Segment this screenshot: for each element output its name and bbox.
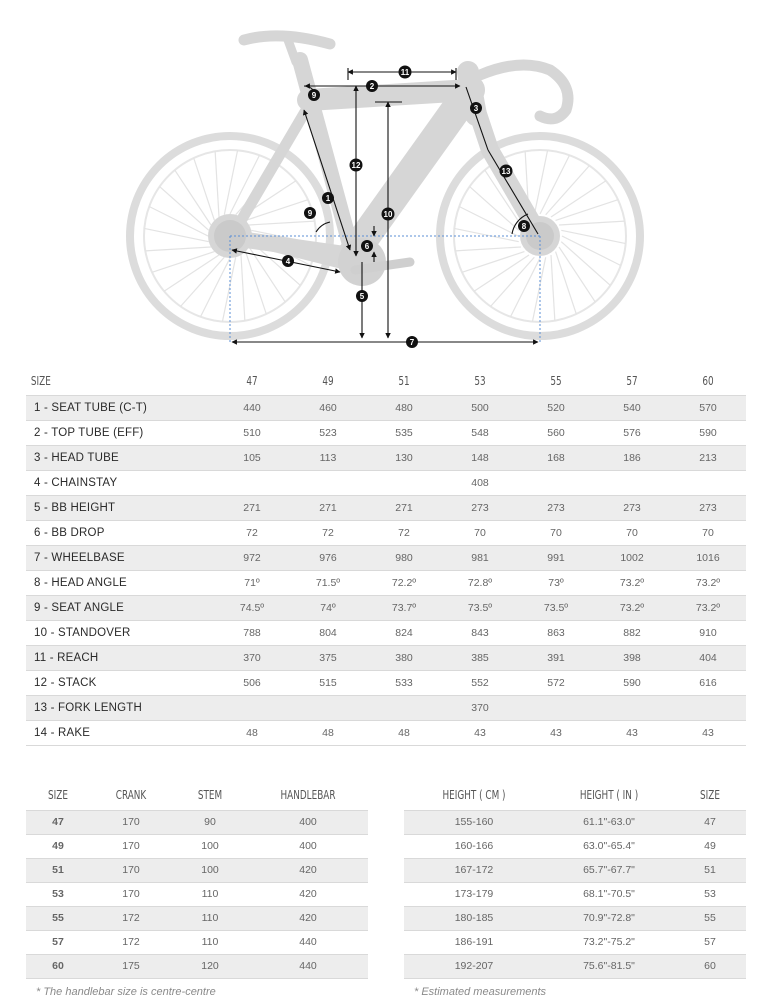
geometry-row xyxy=(26,570,746,595)
components-row xyxy=(26,882,368,906)
svg-text:3: 3 xyxy=(473,104,479,113)
svg-text:2: 2 xyxy=(369,82,375,91)
geometry-row-label: 4 - CHAINSTAY xyxy=(26,470,214,495)
geometry-cell: 824 xyxy=(366,620,442,645)
rider-height-row-cell: 60 xyxy=(674,954,746,978)
components-header-row xyxy=(26,780,368,810)
geometry-cell: 71º xyxy=(214,570,290,595)
rider-height-row-cell: 192-207 xyxy=(404,954,544,978)
geometry-cell: 391 xyxy=(518,645,594,670)
rider-height-row xyxy=(404,930,746,954)
geometry-cell: 148 xyxy=(442,445,518,470)
geometry-cell: 271 xyxy=(366,495,442,520)
geometry-cell: 73.5º xyxy=(518,595,594,620)
geometry-row-label: 6 - BB DROP xyxy=(26,520,214,545)
geometry-cell: 48 xyxy=(366,720,442,745)
geometry-cell: 73.2º xyxy=(594,595,670,620)
geometry-cell: 74.5º xyxy=(214,595,290,620)
geometry-cell: 43 xyxy=(518,720,594,745)
estimated-note: * Estimated measurements xyxy=(414,986,547,998)
components-row-cell: 60 xyxy=(26,954,90,978)
geometry-cell: 273 xyxy=(442,495,518,520)
svg-text:9: 9 xyxy=(311,91,317,100)
rider-height-row-cell: 180-185 xyxy=(404,906,544,930)
geometry-cell: 70 xyxy=(594,520,670,545)
svg-text:5: 5 xyxy=(359,292,365,301)
svg-text:13: 13 xyxy=(501,167,511,176)
rider-height-row-cell: 61.1"-63.0" xyxy=(544,810,674,834)
geometry-cell: 271 xyxy=(214,495,290,520)
marker-1 xyxy=(322,192,334,204)
geometry-cell: 991 xyxy=(518,545,594,570)
geometry-cell: 843 xyxy=(442,620,518,645)
geometry-cell: 1002 xyxy=(594,545,670,570)
geometry-cell: 552 xyxy=(442,670,518,695)
size-column-header: 57 xyxy=(626,374,638,389)
rider-height-row xyxy=(404,954,746,978)
marker-11 xyxy=(399,66,412,79)
rider-height-row xyxy=(404,882,746,906)
marker-3 xyxy=(470,102,482,114)
geometry-row-label: 5 - BB HEIGHT xyxy=(26,495,214,520)
components-row-cell: 100 xyxy=(172,858,248,882)
geometry-cell: 980 xyxy=(366,545,442,570)
geometry-row-label: 14 - RAKE xyxy=(26,720,214,745)
geometry-cell: 73.2º xyxy=(670,595,746,620)
components-row-cell: 170 xyxy=(90,882,172,906)
geometry-row-label: 3 - HEAD TUBE xyxy=(26,445,214,470)
components-stem-header: STEM xyxy=(197,787,223,802)
svg-text:11: 11 xyxy=(400,68,410,77)
geometry-cell: 72 xyxy=(366,520,442,545)
components-row-cell: 90 xyxy=(172,810,248,834)
svg-text:6: 6 xyxy=(364,242,370,251)
rider-height-row xyxy=(404,810,746,834)
geometry-cell: 540 xyxy=(594,395,670,420)
components-crank-header: CRANK xyxy=(115,787,147,802)
geometry-cell: 375 xyxy=(290,645,366,670)
geometry-row-label: 7 - WHEELBASE xyxy=(26,545,214,570)
geometry-cell: 535 xyxy=(366,420,442,445)
components-row-cell: 170 xyxy=(90,858,172,882)
wheel-spoke xyxy=(559,221,625,225)
rider-height-row-cell: 65.7"-67.7" xyxy=(544,858,674,882)
geometry-cell: 863 xyxy=(518,620,594,645)
svg-text:10: 10 xyxy=(383,210,393,219)
wheel-spoke xyxy=(556,200,618,221)
size-header: SIZE xyxy=(30,374,51,389)
geometry-row-label: 10 - STANDOVER xyxy=(26,620,214,645)
marker-9-top xyxy=(308,89,320,101)
rider-height-row-cell: 68.1"-70.5" xyxy=(544,882,674,906)
geometry-row-label: 12 - STACK xyxy=(26,670,214,695)
marker-9-bottom xyxy=(304,207,316,219)
svg-text:4: 4 xyxy=(285,257,291,266)
geometry-cell: 523 xyxy=(290,420,366,445)
geometry-cell: 404 xyxy=(670,645,746,670)
geometry-cell: 380 xyxy=(366,645,442,670)
rider-height-row-cell: 47 xyxy=(674,810,746,834)
geometry-cell: 43 xyxy=(442,720,518,745)
size-column-header: 49 xyxy=(322,374,334,389)
wheel-spoke xyxy=(224,150,237,214)
wheel-spoke xyxy=(215,151,219,217)
rider-height-table xyxy=(404,780,746,979)
geometry-cell: 271 xyxy=(290,495,366,520)
size-column-header: 55 xyxy=(550,374,562,389)
geometry-cell: 74º xyxy=(290,595,366,620)
marker-4 xyxy=(282,255,294,267)
geometry-cell: 882 xyxy=(594,620,670,645)
geometry-row xyxy=(26,720,746,745)
rider-height-row-cell: 173-179 xyxy=(404,882,544,906)
components-size-header: SIZE xyxy=(48,787,68,802)
components-table xyxy=(26,780,368,979)
components-row xyxy=(26,906,368,930)
geometry-cell: 72 xyxy=(290,520,366,545)
components-row xyxy=(26,930,368,954)
svg-text:9: 9 xyxy=(307,209,313,218)
wheel-spoke xyxy=(144,228,208,241)
geometry-cell: 370 xyxy=(214,695,746,720)
geometry-row xyxy=(26,545,746,570)
size-column-header: 51 xyxy=(398,374,410,389)
wheel-spoke xyxy=(551,255,555,321)
marker-2 xyxy=(366,80,378,92)
geometry-cell: 273 xyxy=(594,495,670,520)
wheel-spoke xyxy=(222,257,235,321)
wheel-spoke xyxy=(462,252,524,273)
geometry-cell: 73.2º xyxy=(670,570,746,595)
size-column-header: 47 xyxy=(246,374,258,389)
geometry-cell: 213 xyxy=(670,445,746,470)
components-row-cell: 110 xyxy=(172,906,248,930)
rider-height-row-cell: 51 xyxy=(674,858,746,882)
wheel-spoke xyxy=(455,247,521,251)
geometry-row-label: 9 - SEAT ANGLE xyxy=(26,595,214,620)
wheel-spoke xyxy=(556,252,577,314)
components-row xyxy=(26,954,368,978)
geometry-cell: 273 xyxy=(670,495,746,520)
geometry-cell: 1016 xyxy=(670,545,746,570)
geometry-cell: 533 xyxy=(366,670,442,695)
components-row-cell: 400 xyxy=(248,810,368,834)
geometry-cell: 398 xyxy=(594,645,670,670)
components-row-cell: 110 xyxy=(172,882,248,906)
wheel-spoke xyxy=(561,230,625,243)
geometry-cell: 385 xyxy=(442,645,518,670)
geometry-cell: 460 xyxy=(290,395,366,420)
components-row-cell: 100 xyxy=(172,834,248,858)
geometry-row xyxy=(26,620,746,645)
components-row-cell: 172 xyxy=(90,930,172,954)
geometry-cell: 440 xyxy=(214,395,290,420)
geometry-cell: 273 xyxy=(518,495,594,520)
geometry-cell: 616 xyxy=(670,670,746,695)
geometry-row xyxy=(26,395,746,420)
rider-height-row-cell: 63.0"-65.4" xyxy=(544,834,674,858)
rider-height-row-cell: 49 xyxy=(674,834,746,858)
geometry-cell: 72.8º xyxy=(442,570,518,595)
rider-height-header-row xyxy=(404,780,746,810)
geometry-row xyxy=(26,445,746,470)
components-handlebar-header: HANDLEBAR xyxy=(280,787,336,802)
components-row-cell: 175 xyxy=(90,954,172,978)
geometry-cell: 130 xyxy=(366,445,442,470)
geometry-cell: 48 xyxy=(290,720,366,745)
geometry-cell: 71.5º xyxy=(290,570,366,595)
handlebar-note: * The handlebar size is centre-centre xyxy=(36,986,216,998)
geometry-row xyxy=(26,670,746,695)
geometry-cell: 981 xyxy=(442,545,518,570)
geometry-cell: 804 xyxy=(290,620,366,645)
geometry-row xyxy=(26,695,746,720)
rider-height-row-cell: 155-160 xyxy=(404,810,544,834)
components-row xyxy=(26,810,368,834)
geometry-row xyxy=(26,645,746,670)
svg-text:1: 1 xyxy=(325,194,331,203)
geometry-row-label: 1 - SEAT TUBE (C-T) xyxy=(26,395,214,420)
components-row-cell: 420 xyxy=(248,906,368,930)
marker-5 xyxy=(356,290,368,302)
geometry-header-row xyxy=(26,368,746,395)
wheel-spoke xyxy=(249,221,315,225)
wheel-spoke xyxy=(241,255,245,321)
components-row-cell: 172 xyxy=(90,906,172,930)
bike-geometry-diagram xyxy=(0,0,762,360)
components-row-cell: 110 xyxy=(172,930,248,954)
rider-height-row-cell: 73.2"-75.2" xyxy=(544,930,674,954)
wheel-spoke xyxy=(152,252,214,273)
components-row-cell: 170 xyxy=(90,810,172,834)
geometry-cell: 972 xyxy=(214,545,290,570)
wheel-spoke xyxy=(534,150,547,214)
rider-height-row xyxy=(404,906,746,930)
components-row-cell: 57 xyxy=(26,930,90,954)
geometry-table xyxy=(26,368,746,746)
geometry-cell: 548 xyxy=(442,420,518,445)
geometry-cell: 408 xyxy=(214,470,746,495)
geometry-cell: 590 xyxy=(670,420,746,445)
geometry-cell: 43 xyxy=(594,720,670,745)
geometry-cell: 480 xyxy=(366,395,442,420)
components-row-cell: 420 xyxy=(248,858,368,882)
geometry-row xyxy=(26,495,746,520)
components-row-cell: 55 xyxy=(26,906,90,930)
marker-6 xyxy=(361,240,373,252)
components-row-cell: 170 xyxy=(90,834,172,858)
geometry-cell: 70 xyxy=(442,520,518,545)
geometry-cell: 572 xyxy=(518,670,594,695)
components-row-cell: 49 xyxy=(26,834,90,858)
geometry-cell: 570 xyxy=(670,395,746,420)
geometry-cell: 186 xyxy=(594,445,670,470)
wheel-spoke xyxy=(454,228,518,241)
geometry-row xyxy=(26,420,746,445)
geometry-cell: 506 xyxy=(214,670,290,695)
geometry-cell: 73.7º xyxy=(366,595,442,620)
rider-height-row-cell: 167-172 xyxy=(404,858,544,882)
geometry-row xyxy=(26,595,746,620)
rider-height-row-cell: 55 xyxy=(674,906,746,930)
geometry-cell: 576 xyxy=(594,420,670,445)
geometry-row xyxy=(26,520,746,545)
size-column-header: 60 xyxy=(702,374,714,389)
components-row-cell: 440 xyxy=(248,954,368,978)
components-row-cell: 120 xyxy=(172,954,248,978)
components-row xyxy=(26,834,368,858)
geometry-cell: 520 xyxy=(518,395,594,420)
geometry-cell: 500 xyxy=(442,395,518,420)
rider-height-row xyxy=(404,858,746,882)
rider-height-row-cell: 160-166 xyxy=(404,834,544,858)
size-column-header: 53 xyxy=(474,374,486,389)
geometry-cell: 515 xyxy=(290,670,366,695)
svg-text:7: 7 xyxy=(409,338,415,347)
geometry-row-label: 2 - TOP TUBE (EFF) xyxy=(26,420,214,445)
geometry-cell: 105 xyxy=(214,445,290,470)
rider-height-row-cell: 53 xyxy=(674,882,746,906)
geometry-cell: 72 xyxy=(214,520,290,545)
geometry-cell: 168 xyxy=(518,445,594,470)
rider-height-row-cell: 57 xyxy=(674,930,746,954)
geometry-row-label: 11 - REACH xyxy=(26,645,214,670)
geometry-cell: 73º xyxy=(518,570,594,595)
geometry-cell: 72.2º xyxy=(366,570,442,595)
rider-height-row-cell: 70.9"-72.8" xyxy=(544,906,674,930)
rider-height-row xyxy=(404,834,746,858)
svg-text:12: 12 xyxy=(351,161,361,170)
wheel-spoke xyxy=(532,257,545,321)
geometry-cell: 70 xyxy=(518,520,594,545)
geometry-cell: 73.2º xyxy=(594,570,670,595)
marker-10 xyxy=(382,208,395,221)
geometry-cell: 113 xyxy=(290,445,366,470)
components-row-cell: 440 xyxy=(248,930,368,954)
geometry-cell: 73.5º xyxy=(442,595,518,620)
marker-8 xyxy=(518,220,530,232)
fit-size-header: SIZE xyxy=(700,787,720,802)
geometry-cell: 590 xyxy=(594,670,670,695)
height-in-header: HEIGHT ( IN ) xyxy=(579,787,639,802)
components-row-cell: 400 xyxy=(248,834,368,858)
geometry-cell: 910 xyxy=(670,620,746,645)
geometry-row xyxy=(26,470,746,495)
rider-height-row-cell: 75.6"-81.5" xyxy=(544,954,674,978)
components-row xyxy=(26,858,368,882)
wheel-spoke xyxy=(246,252,267,314)
svg-text:8: 8 xyxy=(521,222,527,231)
geometry-cell: 48 xyxy=(214,720,290,745)
marker-7 xyxy=(406,336,418,348)
components-row-cell: 420 xyxy=(248,882,368,906)
wheel-spoke xyxy=(194,158,215,220)
geometry-cell: 976 xyxy=(290,545,366,570)
geometry-cell: 510 xyxy=(214,420,290,445)
marker-12 xyxy=(350,159,363,172)
geometry-cell: 70 xyxy=(670,520,746,545)
components-row-cell: 51 xyxy=(26,858,90,882)
marker-13 xyxy=(500,165,513,178)
geometry-cell: 788 xyxy=(214,620,290,645)
wheel-spoke xyxy=(145,247,211,251)
geometry-cell: 560 xyxy=(518,420,594,445)
geometry-row-label: 8 - HEAD ANGLE xyxy=(26,570,214,595)
height-cm-header: HEIGHT ( CM ) xyxy=(442,787,506,802)
components-row-cell: 53 xyxy=(26,882,90,906)
geometry-row-label: 13 - FORK LENGTH xyxy=(26,695,214,720)
geometry-cell: 370 xyxy=(214,645,290,670)
geometry-cell: 43 xyxy=(670,720,746,745)
rider-height-row-cell: 186-191 xyxy=(404,930,544,954)
components-row-cell: 47 xyxy=(26,810,90,834)
